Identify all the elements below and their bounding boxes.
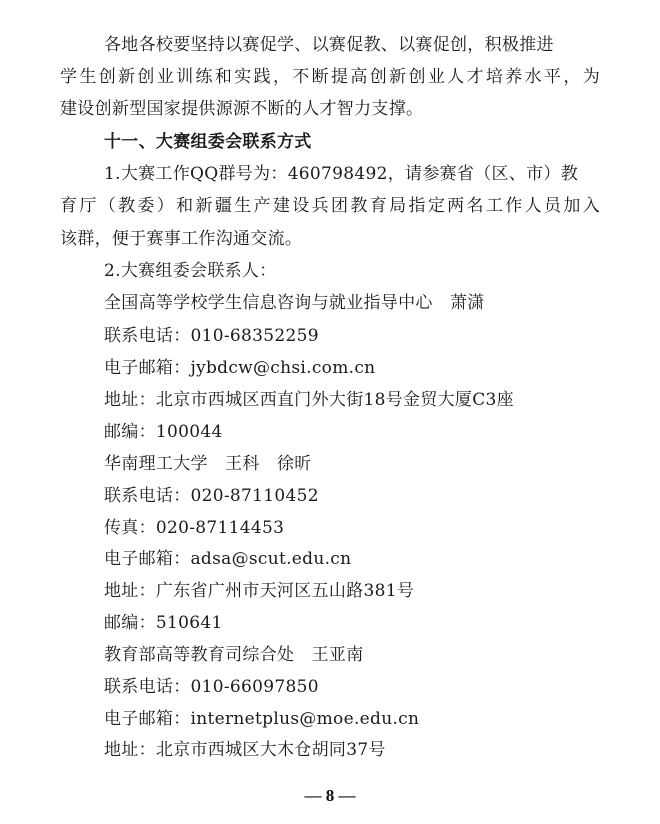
intro-line-1: 各地各校要坚持以赛促学、以赛促教、以赛促创，积极推进	[104, 35, 554, 55]
page-number: — 8 —	[304, 786, 356, 805]
intro-line-2: 学生创新创业训练和实践，不断提高创新创业人才培养水平，为	[60, 67, 600, 87]
contact-2-postcode: 邮编：510641	[104, 613, 223, 633]
intro-line-3: 建设创新型国家提供源源不断的人才智力支撑。	[60, 99, 424, 119]
contact-3-address: 地址：北京市西城区大木仓胡同37号	[104, 740, 386, 760]
contact-3-org: 教育部高等教育司综合处 王亚南	[104, 645, 364, 665]
contact-2-email: 电子邮箱：adsa@scut.edu.cn	[104, 549, 352, 569]
contact-1-email: 电子邮箱：jybdcw@chsi.com.cn	[104, 358, 376, 378]
contact-1-postcode: 邮编：100044	[104, 422, 223, 442]
contact-2-fax: 传真：020-87114453	[104, 518, 285, 538]
item1-line-1: 1.大赛工作QQ群号为：460798492，请参赛省（区、市）教	[104, 164, 579, 184]
item1-line-2: 育厅（教委）和新疆生产建设兵团教育局指定两名工作人员加入	[60, 196, 600, 216]
contact-2-phone: 联系电话：020-87110452	[104, 486, 319, 506]
contact-2-address: 地址：广东省广州市天河区五山路381号	[104, 581, 415, 601]
contact-3-phone: 联系电话：010-66097850	[104, 677, 319, 697]
contact-1-org: 全国高等学校学生信息咨询与就业指导中心 萧潇	[104, 293, 485, 313]
contact-3-email: 电子邮箱：internetplus@moe.edu.cn	[104, 709, 420, 729]
contact-2-org: 华南理工大学 王科 徐昕	[104, 454, 312, 474]
section-heading: 十一、大赛组委会联系方式	[104, 132, 312, 152]
contact-1-address: 地址：北京市西城区西直门外大街18号金贸大厦C3座	[104, 390, 514, 410]
contact-1-phone: 联系电话：010-68352259	[104, 326, 319, 346]
item2-title: 2.大赛组委会联系人：	[104, 261, 277, 281]
item1-line-3: 该群，便于赛事工作沟通交流。	[60, 229, 303, 249]
